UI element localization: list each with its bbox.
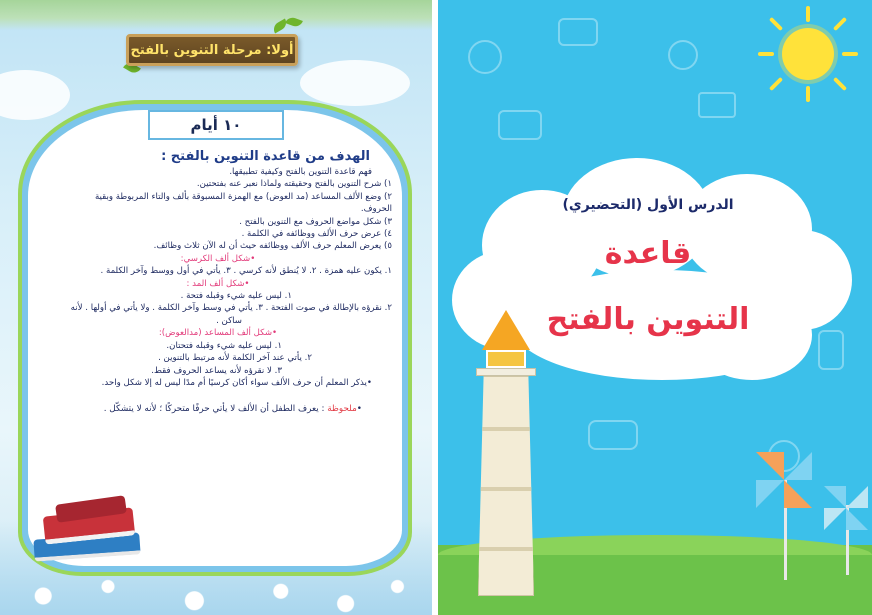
doodle-decoration [668,40,698,70]
musaed-line: •يذكر المعلم أن حرف الألف سواء أكان كرسيًا أم مدًا ليس له إلا شكل واحد. [101,377,372,388]
kursi-line: ١. يكون عليه همزة . ٢. لا يُنطق لأنه كرسي . ٣. يأتي في أول ووسط وآخر الكلمة . [100,266,392,277]
goal-line: فهم قاعدة التنوين بالفتح وكيفية تطبيقها. [229,167,372,177]
cloud-decoration [0,70,70,120]
lesson-content [44,148,392,416]
madd-line: ٢. نقرؤه بالإطالة في صوت الفتحة . ٣. يأتي في وسط وآخر الكلمة . ولا يأتي في أولها . لأنه [70,303,392,314]
goal-title: الهدف من قاعدة التنوين بالفتح : [161,149,370,164]
madd-title: •شكل ألف المد : [186,278,250,289]
goal-line: الحروف. [360,204,392,215]
note-label: ملحوظة [327,404,357,415]
cloud-decoration [300,60,410,106]
musaed-line: ١. ليس عليه شيء وقبله فتحتان. [166,340,282,351]
lesson-label: الدرس الأول (التحضيري) [562,197,734,213]
goal-line: ٥) يعرض المعلم حرف الألف ووظائفه حيث أن له الآن ثلاث وظائف. [153,241,392,252]
madd-line: ١. ليس عليه شيء وقبله فتحة . [180,291,292,302]
doodle-decoration [698,92,736,118]
musaed-title: •شكل ألف المساعد (مدالعوض): [158,328,278,339]
books-icon [34,500,142,572]
right-page [438,0,872,615]
duration-box [148,110,284,140]
doodle-decoration [468,40,502,74]
pinwheel-icon [756,452,812,508]
goal-line: ٣) شكل مواضع الحروف مع التنوين بالفتح . [239,216,392,227]
doodle-decoration [588,420,638,450]
section-title-sign [126,34,298,66]
duration-label: ١٠ أيام [190,116,242,134]
madd-line: ساكن . [216,315,242,326]
note: •ملحوظة : يعرف الطفل أن الألف لا يأتي حرفًا متحركًا ؛ لأنه لا يتشكّل . [103,404,362,415]
note-text: : يعرف الطفل أن الألف لا يأتي حرفًا متحركًا ؛ لأنه لا يتشكّل . [103,404,325,415]
section-title: أولا: مرحلة التنوين بالفتح [130,42,294,58]
left-page [0,0,432,615]
sun-icon [782,28,834,80]
grass-decoration [0,0,432,30]
doodle-decoration [558,18,598,46]
pinwheel-icon [824,486,868,530]
goal-line: ٢) وضع الألف المساعد (مد العوض) مع الهمزة المسبوقة بألف والتاء المربوطة وبقية [94,191,392,202]
rule-title-line2: التنوين بالفتح [546,302,750,337]
kursi-title: •شكل ألف الكرسي: [180,253,256,264]
goal-line: ٤) عرض حرف الألف ووظائفه في الكلمة . [241,229,392,240]
musaed-line: ٢. يأتي عند آخر الكلمة لأنه مرتبط بالتنوين . [158,353,312,364]
lighthouse-icon [456,310,556,600]
goal-line: ١) شرح التنوين بالفتح وحقيقته ولماذا نعبر عنه بفتحتين. [196,179,392,190]
rule-title-line1: قاعدة [604,236,692,271]
musaed-line: ٣. لا نقرؤه لأنه يساعد الحروف فقط. [151,365,282,376]
doodle-decoration [498,110,542,140]
